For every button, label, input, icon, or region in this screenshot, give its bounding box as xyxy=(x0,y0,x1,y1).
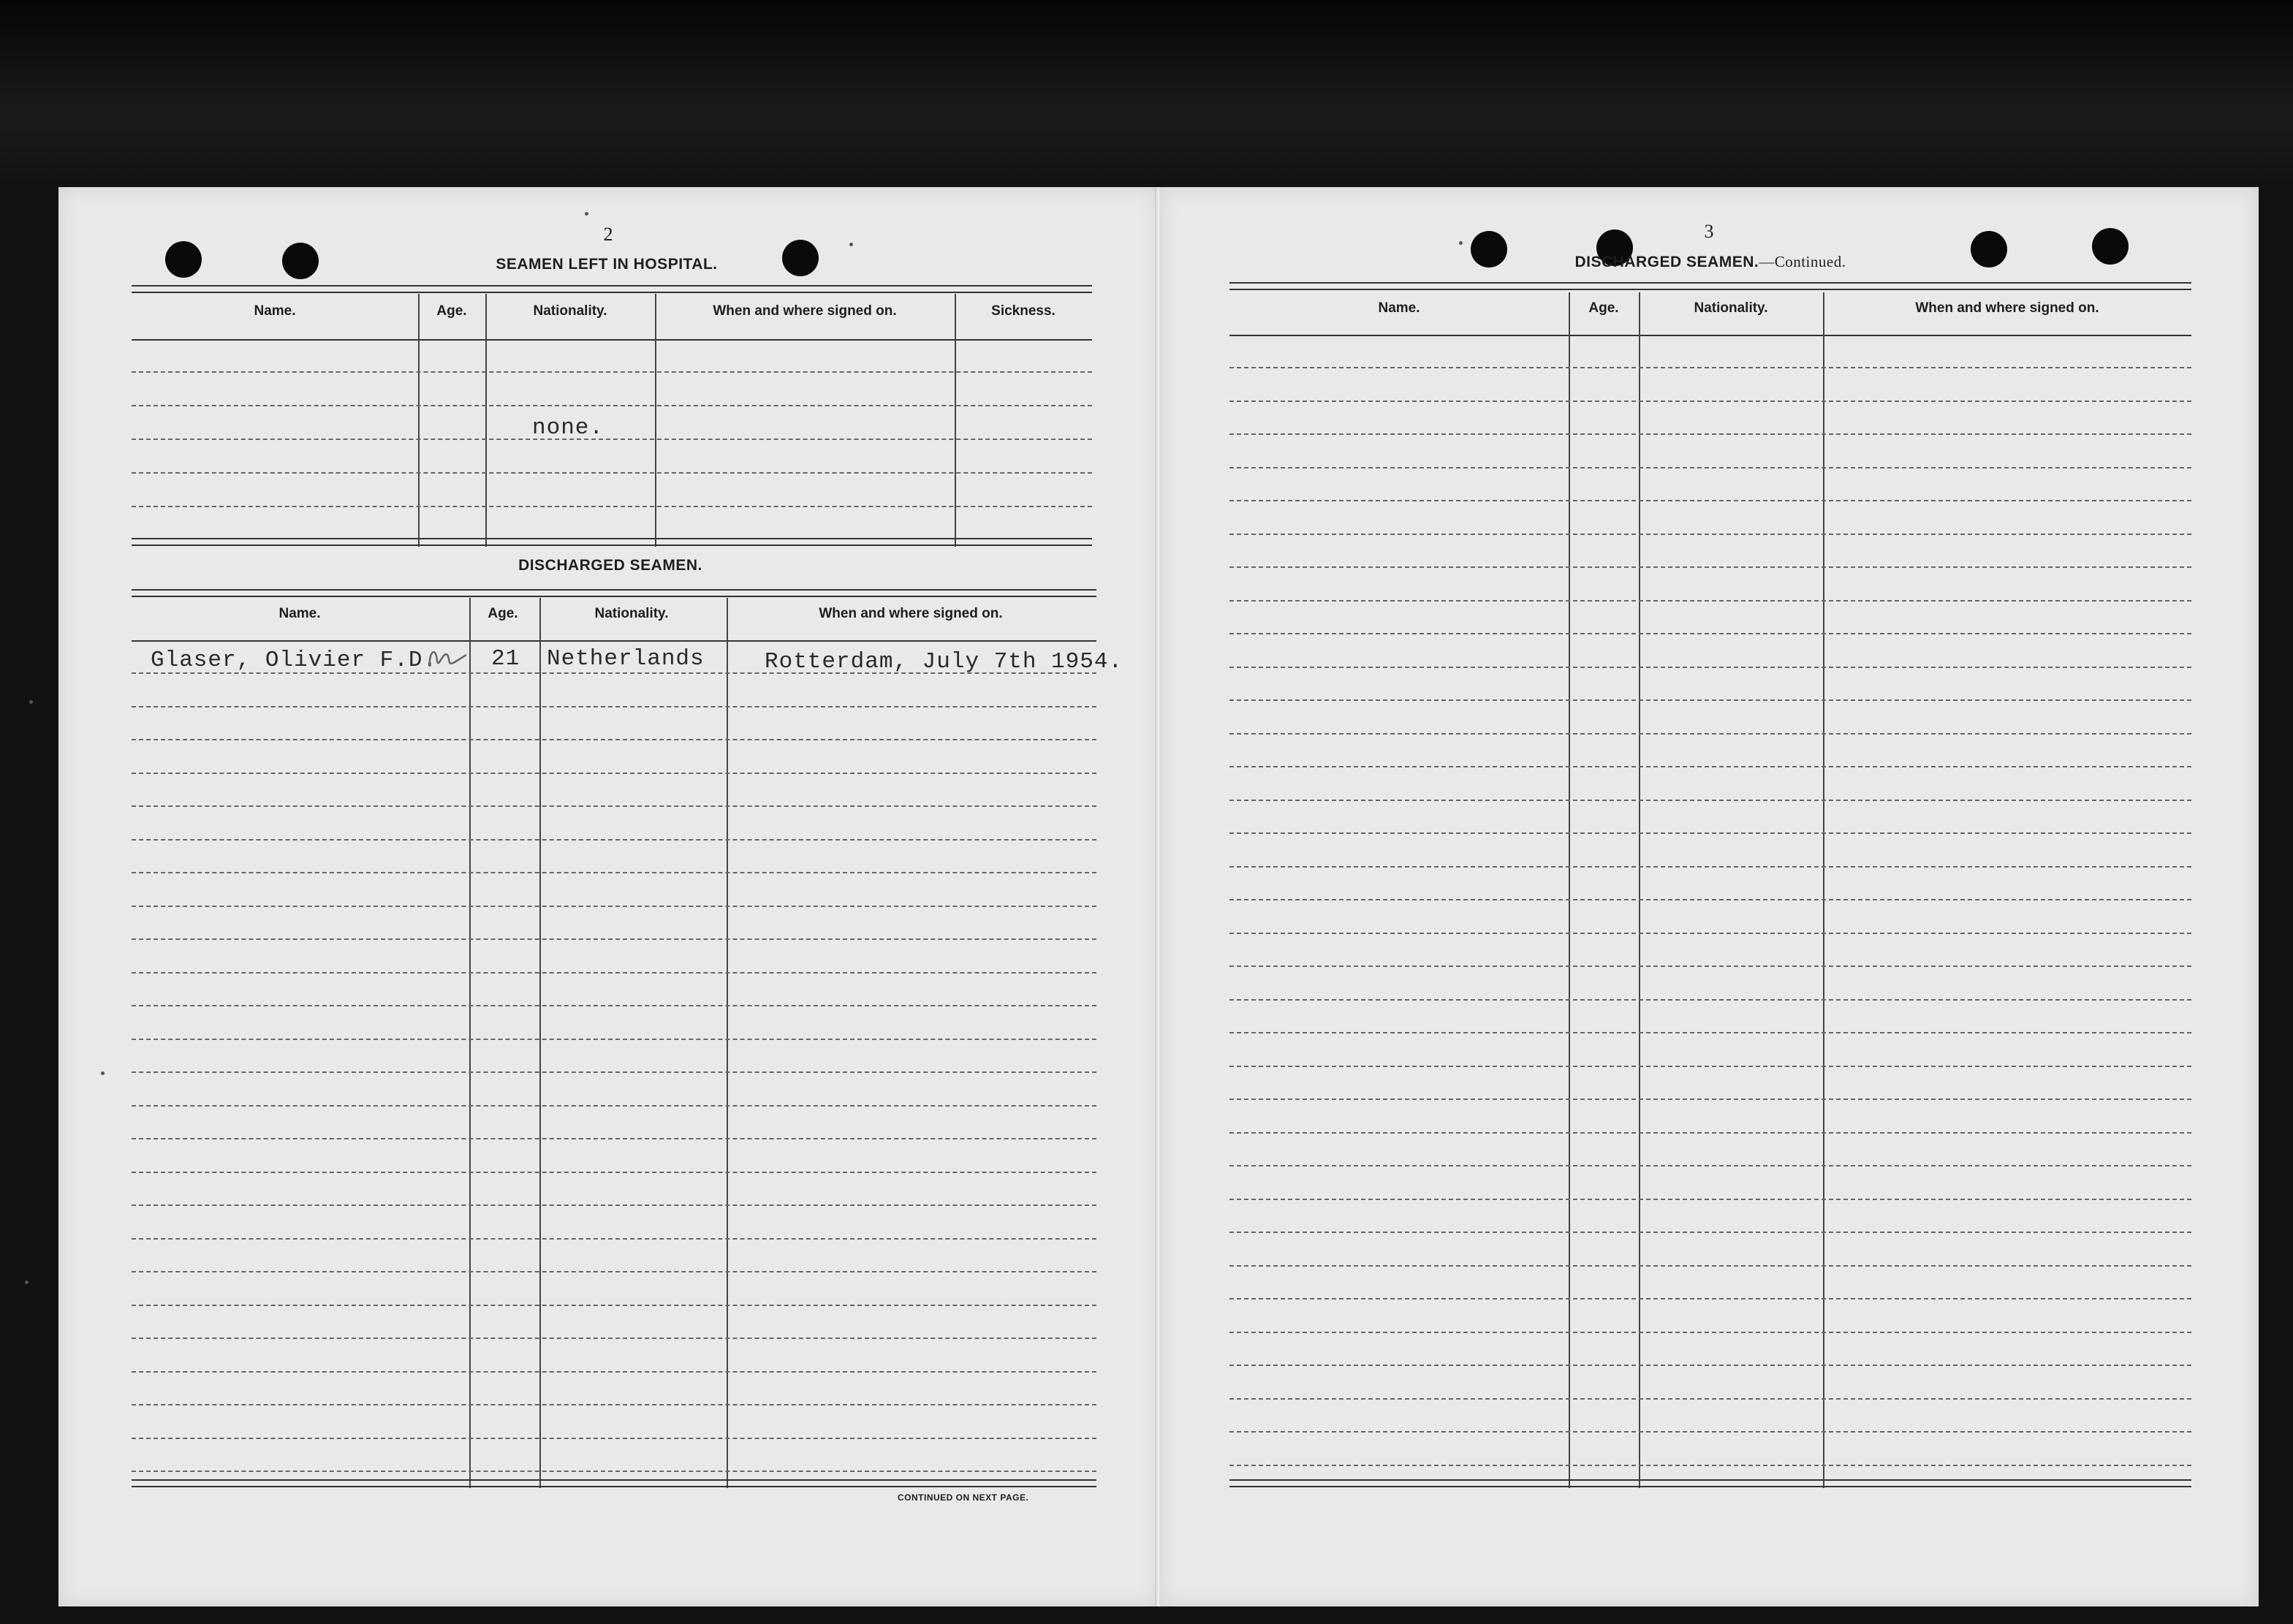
page-number-left: 2 xyxy=(603,224,613,245)
col-header-nationality: Nationality. xyxy=(533,303,607,319)
col-header-name: Name. xyxy=(1378,300,1420,316)
ruled-line xyxy=(132,472,1092,474)
ruled-line xyxy=(1229,1265,2191,1267)
ruled-line xyxy=(1229,433,2191,435)
ruled-line xyxy=(132,1071,1096,1073)
ruled-line xyxy=(1229,999,2191,1001)
hospital-section-title: SEAMEN LEFT IN HOSPITAL. xyxy=(496,256,718,273)
dust-speck xyxy=(585,212,588,216)
dust-speck xyxy=(101,1071,105,1075)
ruled-line xyxy=(132,906,1096,907)
seaman-nationality: Netherlands xyxy=(547,646,705,672)
ruled-line xyxy=(1229,1332,2191,1333)
ruled-line xyxy=(132,938,1096,940)
ruled-line xyxy=(132,1305,1096,1306)
ruled-line xyxy=(1229,401,2191,402)
ruled-line xyxy=(1229,832,2191,834)
ruled-line xyxy=(132,1238,1096,1240)
ruled-line xyxy=(1229,1165,2191,1166)
ruled-line xyxy=(1229,1365,2191,1366)
continued-suffix: —Continued. xyxy=(1759,253,1846,270)
ruled-line xyxy=(1229,1066,2191,1067)
ruled-line xyxy=(132,1138,1096,1139)
ruled-line xyxy=(132,439,1092,440)
col-header-age: Age. xyxy=(436,303,467,319)
ruled-line xyxy=(132,773,1096,774)
col-header-sickness: Sickness. xyxy=(991,303,1055,319)
col-header-signed-on: When and where signed on. xyxy=(1915,300,2099,316)
ruled-line xyxy=(132,805,1096,807)
hospital-none-entry: none. xyxy=(532,415,604,441)
ruled-line xyxy=(1229,367,2191,368)
discharged-continued-table xyxy=(1229,282,2191,1488)
ruled-line xyxy=(1229,766,2191,767)
ruled-line xyxy=(132,1172,1096,1173)
dust-speck xyxy=(1459,241,1463,245)
ruled-line xyxy=(1229,1298,2191,1299)
ruled-line xyxy=(132,1337,1096,1339)
hospital-table xyxy=(132,285,1092,555)
punch-hole xyxy=(2092,228,2129,265)
page-number-right: 3 xyxy=(1704,221,1714,242)
ruled-line xyxy=(132,1271,1096,1272)
col-header-age: Age. xyxy=(488,606,518,621)
ruled-line xyxy=(132,839,1096,841)
col-header-age: Age. xyxy=(1588,300,1619,316)
seaman-age: 21 xyxy=(491,646,520,672)
discharged-table xyxy=(132,589,1096,1488)
punch-hole xyxy=(282,243,319,279)
ruled-line xyxy=(132,1039,1096,1040)
ruled-line xyxy=(1229,965,2191,967)
seaman-signed-on: Rotterdam, July 7th 1954. xyxy=(765,649,1123,675)
ruled-line xyxy=(1229,1465,2191,1466)
col-header-name: Name. xyxy=(254,303,296,319)
ruled-line xyxy=(1229,1132,2191,1134)
punch-hole xyxy=(1971,231,2007,267)
ruled-line xyxy=(132,739,1096,740)
ruled-line xyxy=(132,1371,1096,1373)
ruled-line xyxy=(1229,633,2191,634)
ruled-line xyxy=(1229,1232,2191,1233)
col-header-signed-on: When and where signed on. xyxy=(713,303,897,319)
ruled-line xyxy=(1229,1199,2191,1200)
col-header-nationality: Nationality. xyxy=(594,606,669,621)
punch-hole xyxy=(782,240,819,276)
ruled-line xyxy=(1229,566,2191,568)
ruled-line xyxy=(132,1105,1096,1107)
col-header-name: Name. xyxy=(278,606,321,621)
dust-speck xyxy=(849,243,853,246)
ruled-line xyxy=(1229,1099,2191,1100)
ruled-line xyxy=(132,1204,1096,1206)
ruled-line xyxy=(1229,933,2191,934)
ruled-line xyxy=(132,1471,1096,1472)
ruled-line xyxy=(1229,500,2191,501)
ruled-line xyxy=(132,706,1096,707)
ruled-line xyxy=(1229,534,2191,535)
ruled-line xyxy=(1229,1032,2191,1033)
ruled-line xyxy=(132,405,1092,406)
ruled-line xyxy=(1229,1398,2191,1400)
discharged-continued-label: DISCHARGED SEAMEN. xyxy=(1574,254,1759,270)
ruled-line xyxy=(1229,600,2191,602)
handwritten-mark xyxy=(425,640,469,672)
ruled-line xyxy=(1229,800,2191,801)
discharged-section-title: DISCHARGED SEAMEN. xyxy=(518,557,702,574)
ruled-line xyxy=(1229,899,2191,900)
dust-speck xyxy=(25,1280,29,1284)
ruled-line xyxy=(1229,699,2191,701)
ruled-line xyxy=(132,972,1096,974)
discharged-continued-title xyxy=(1550,253,1871,271)
punch-hole xyxy=(165,241,202,278)
col-header-nationality: Nationality. xyxy=(1694,300,1768,316)
ruled-line xyxy=(1229,667,2191,668)
punch-hole xyxy=(1471,231,1507,267)
continued-footer: CONTINUED ON NEXT PAGE. xyxy=(898,1492,1029,1503)
dust-speck xyxy=(29,700,33,704)
ruled-line xyxy=(132,1404,1096,1405)
seaman-name: Glaser, Olivier F.D. xyxy=(151,648,438,673)
ruled-line xyxy=(1229,866,2191,868)
ruled-line xyxy=(1229,467,2191,468)
ruled-line xyxy=(132,1005,1096,1006)
scanner-background xyxy=(0,0,2293,191)
ruled-line xyxy=(132,1438,1096,1439)
ruled-line xyxy=(132,371,1092,373)
ruled-line xyxy=(1229,1431,2191,1433)
col-header-signed-on: When and where signed on. xyxy=(819,606,1003,621)
ruled-line xyxy=(1229,733,2191,735)
ruled-line xyxy=(132,506,1092,507)
ruled-line xyxy=(132,872,1096,873)
